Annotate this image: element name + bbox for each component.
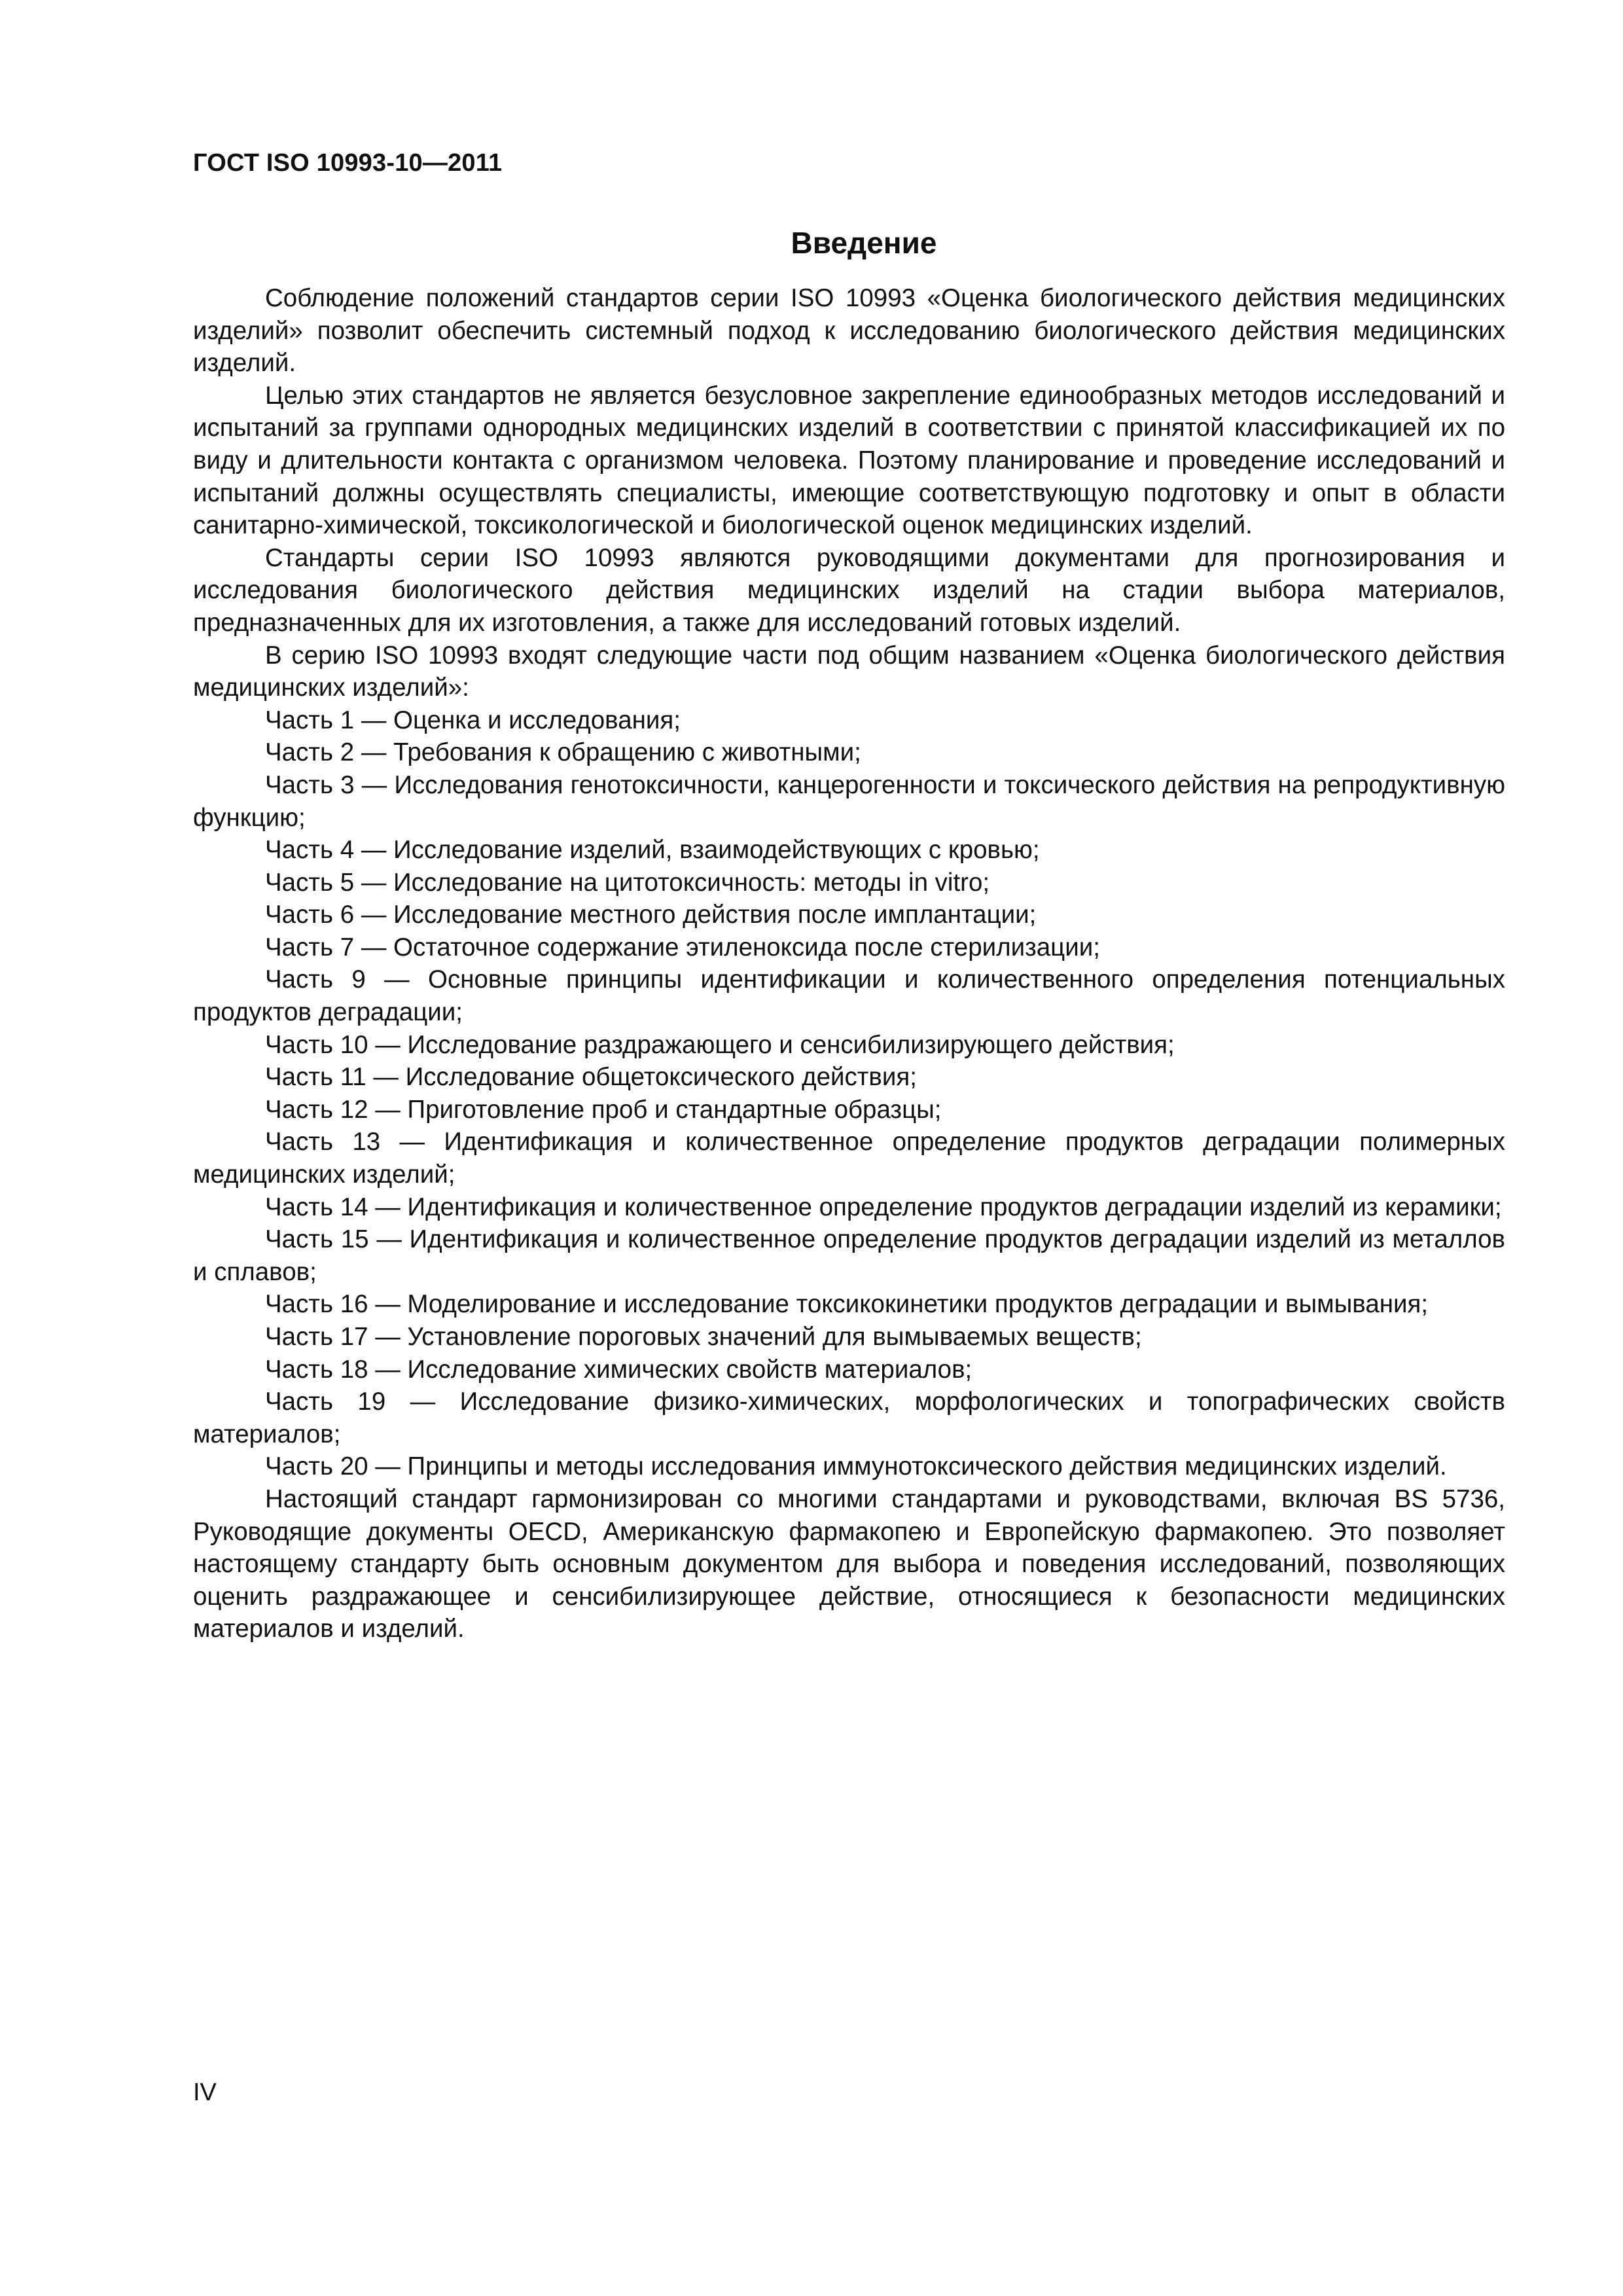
part-item: Часть 11 — Исследование общетоксического действия; xyxy=(265,1063,917,1092)
page-number: IV xyxy=(193,2079,217,2106)
part-item: Часть 10 — Исследование раздражающего и сенсибилизирующего действия; xyxy=(265,1030,1175,1059)
part-item: Часть 9 — Основные принципы идентификации и количественного определения потенциальных продуктов деградации; xyxy=(193,965,1505,1027)
section-title: Введение xyxy=(791,226,937,260)
part-item: Часть 4 — Исследование изделий, взаимодействующих с кровью; xyxy=(265,836,1040,865)
part-item: Часть 18 — Исследование химических свойств материалов; xyxy=(265,1355,972,1384)
part-item: Часть 1 — Оценка и исследования; xyxy=(265,706,681,734)
document-body xyxy=(193,282,1505,1645)
part-item: Часть 16 — Моделирование и исследование токсикокинетики продуктов деградации и вымывания; xyxy=(265,1290,1429,1319)
part-item: Часть 20 — Принципы и методы исследования иммунотоксического действия медицинских изделий. xyxy=(265,1452,1447,1481)
part-item: Часть 2 — Требования к обращению с животными; xyxy=(265,738,861,767)
part-item: Часть 15 — Идентификация и количественное определение продуктов деградации изделий из металлов и сплавов; xyxy=(193,1225,1505,1286)
part-item: Часть 6 — Исследование местного действия после имплантации; xyxy=(265,901,1037,929)
part-item: Часть 5 — Исследование на цитотоксичность: методы in vitro; xyxy=(265,868,990,897)
part-item: Часть 14 — Идентификация и количественное определение продуктов деградации изделий из керамики; xyxy=(265,1193,1502,1221)
intro-paragraph-5: Настоящий стандарт гармонизирован со многими стандартами и руководствами, включая BS 5736, Руководящие документы OECD, Американскую фармакопею и Европейскую фармакопею. Это позволяет настоящему стандарту быть основным документом для выбора и поведения исследований, позволяющих оценить раздражающее и сенсибилизирующее действие, относящиеся к безопасности медицинских материалов и изделий. xyxy=(193,1484,1505,1643)
part-item: Часть 19 — Исследование физико-химических, морфологических и топографических свойств материалов; xyxy=(193,1388,1505,1448)
part-item: Часть 17 — Установление пороговых значений для вымываемых веществ; xyxy=(265,1323,1142,1351)
intro-paragraph-1: Соблюдение положений стандартов серии ISO 10993 «Оценка биологического действия медицинских изделий» позволит обеспечить системный подход к исследованию биологического действия медицинских изделий. xyxy=(193,284,1505,378)
document-code-header: ГОСТ ISO 10993-10—2011 xyxy=(193,149,503,177)
intro-paragraph-3: Стандарты серии ISO 10993 являются руководящими документами для прогнозирования и исследования биологического действия медицинских изделий на стадии выбора материалов, предназначенных для их изготовления, а также для исследований готовых изделий. xyxy=(193,543,1505,637)
part-item: Часть 3 — Исследования генотоксичности, канцерогенности и токсического действия на репродуктивную функцию; xyxy=(193,770,1505,832)
parts-list xyxy=(193,704,1505,1483)
part-item: Часть 13 — Идентификация и количественное определение продуктов деградации полимерных медицинских изделий; xyxy=(193,1128,1505,1189)
part-item: Часть 7 — Остаточное содержание этиленоксида после стерилизации; xyxy=(265,933,1100,961)
intro-paragraph-4: В серию ISO 10993 входят следующие части под общим названием «Оценка биологического действия медицинских изделий»: xyxy=(193,641,1505,702)
intro-paragraph-2: Целью этих стандартов не является безусловное закрепление единообразных методов исследований и испытаний за группами однородных медицинских изделий в соответствии с принятой классификацией их по виду и длительности контакта с организмом человека. Поэтому планирование и проведение исследований и испытаний должны осуществлять специалисты, имеющие соответствующую подготовку и опыт в области санитарно-химической, токсикологической и биологической оценок медицинских изделий. xyxy=(193,381,1505,540)
part-item: Часть 12 — Приготовление проб и стандартные образцы; xyxy=(265,1095,942,1124)
